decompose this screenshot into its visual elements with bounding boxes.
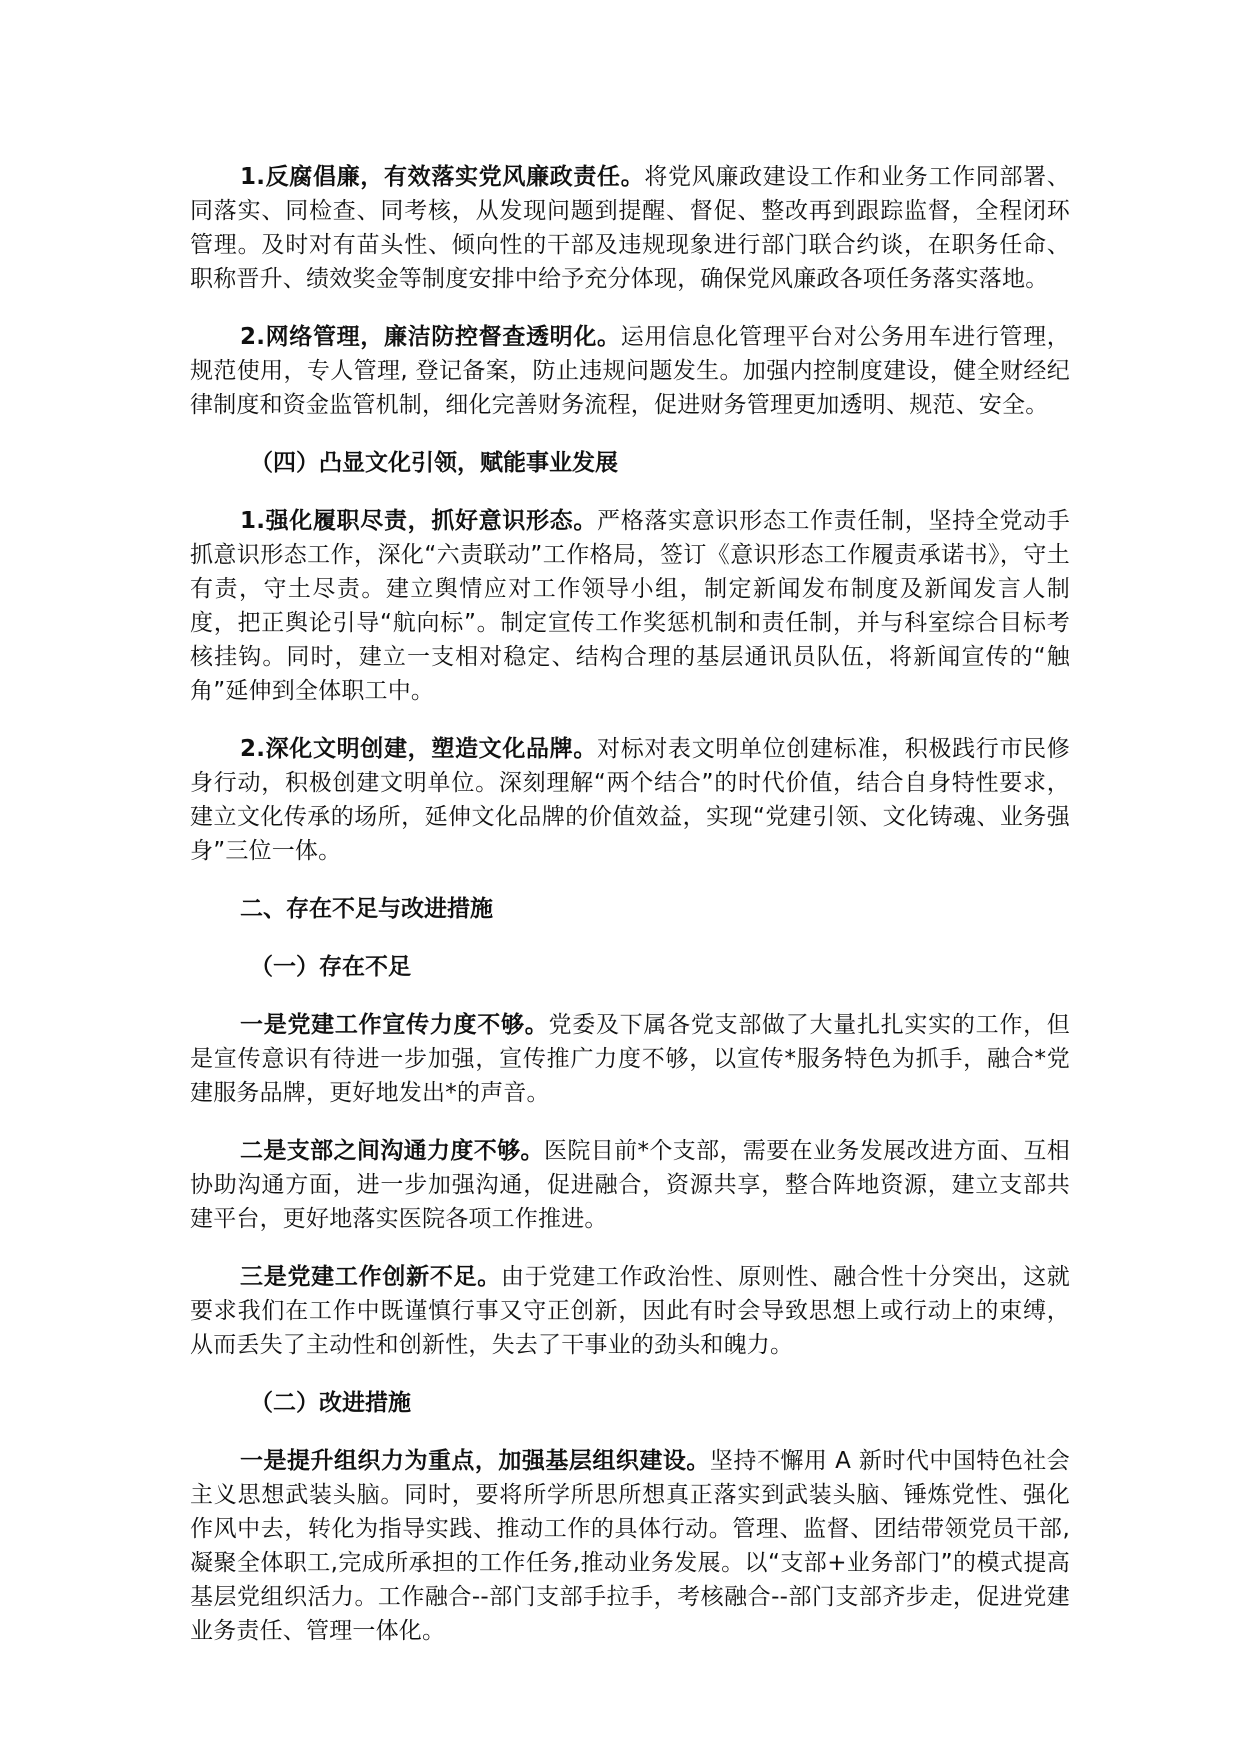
paragraph-body: 医院目前*个支部，需要在业务发展改进方面、互相协助沟通方面，进一步加强沟通，促进融合，资源共享，整合阵地资源，建立支部共建平台，更好地落实医院各项工作推进。: [190, 1138, 1070, 1232]
paragraph-body: 坚持不懈用 A 新时代中国特色社会主义思想武装头脑。同时，要将所学所思所想真正落实到武装头脑、锤炼党性、强化作风中去，转化为指导实践、推动工作的具体行动。管理、监督、团结带领党员干部,凝聚全体职工,完成所承担的工作任务,推动业务发展。以“支部+业务部门”的模式提高基层党组织活力。工作融合--部门支部手拉手，考核融合--部门支部齐步走，促进党建业务责任、管理一体化。: [190, 1448, 1071, 1644]
paragraph-network-management: [190, 320, 1070, 422]
paragraph-shortcoming-three: [190, 1260, 1070, 1362]
paragraph-civilization: [190, 732, 1070, 868]
paragraph-lead: 三是党建工作创新不足。: [240, 1264, 502, 1290]
heading-improvements: （二）改进措施: [250, 1390, 411, 1416]
paragraph-lead: 1.强化履职尽责，抓好意识形态。: [240, 508, 598, 534]
paragraph-body: 党委及下属各党支部做了大量扎扎实实的工作，但是宣传意识有待进一步加强，宣传推广力度不够，以宣传*服务特色为抓手，融合*党建服务品牌，更好地发出*的声音。: [190, 1012, 1070, 1106]
paragraph-shortcoming-two: [190, 1134, 1070, 1236]
paragraph-lead: 2.深化文明创建，塑造文化品牌。: [240, 736, 598, 762]
paragraph-lead: 一是党建工作宣传力度不够。: [240, 1012, 549, 1038]
paragraph-anti-corruption: [190, 160, 1070, 296]
paragraph-lead: 二是支部之间沟通力度不够。: [240, 1138, 544, 1164]
heading-part-two: 二、存在不足与改进措施: [240, 896, 493, 922]
heading-shortcomings: （一）存在不足: [250, 954, 411, 980]
paragraph-improvement-one: [190, 1444, 1070, 1648]
document-page: [190, 160, 1070, 1672]
heading-section-four: （四）凸显文化引领，赋能事业发展: [250, 450, 618, 476]
paragraph-ideology: [190, 504, 1070, 708]
paragraph-body: 由于党建工作政治性、原则性、融合性十分突出，这就要求我们在工作中既谨慎行事又守正创新，因此有时会导致思想上或行动上的束缚，从而丢失了主动性和创新性，失去了干事业的劲头和魄力。: [190, 1264, 1070, 1358]
paragraph-shortcoming-one: [190, 1008, 1070, 1110]
paragraph-body: 严格落实意识形态工作责任制，坚持全党动手抓意识形态工作，深化“六责联动”工作格局，签订《意识形态工作履责承诺书》，守土有责，守土尽责。建立舆情应对工作领导小组，制定新闻发布制度及新闻发言人制度，把正舆论引导“航向标”。制定宣传工作奖惩机制和责任制，并与科室综合目标考核挂钩。同时，建立一支相对稳定、结构合理的基层通讯员队伍，将新闻宣传的“触角”延伸到全体职工中。: [190, 508, 1070, 704]
paragraph-body: 对标对表文明单位创建标准，积极践行市民修身行动，积极创建文明单位。深刻理解“两个结合”的时代价值，结合自身特性要求，建立文化传承的场所，延伸文化品牌的价值效益，实现“党建引领、文化铸魂、业务强身”三位一体。: [190, 736, 1070, 864]
paragraph-lead: 2.网络管理，廉洁防控督查透明化。: [240, 324, 621, 350]
paragraph-body: 运用信息化管理平台对公务用车进行管理，规范使用，专人管理, 登记备案，防止违规问题发生。加强内控制度建设，健全财经纪律制度和资金监管机制，细化完善财务流程，促进财务管理更加透明、规范、安全。: [190, 324, 1070, 418]
paragraph-lead: 一是提升组织力为重点，加强基层组织建设。: [240, 1448, 710, 1474]
paragraph-lead: 1.反腐倡廉，有效落实党风廉政责任。: [240, 164, 645, 190]
paragraph-body: 将党风廉政建设工作和业务工作同部署、同落实、同检查、同考核，从发现问题到提醒、督促、整改再到跟踪监督，全程闭环管理。及时对有苗头性、倾向性的干部及违规现象进行部门联合约谈，在职务任命、职称晋升、绩效奖金等制度安排中给予充分体现，确保党风廉政各项任务落实落地。: [190, 164, 1070, 292]
